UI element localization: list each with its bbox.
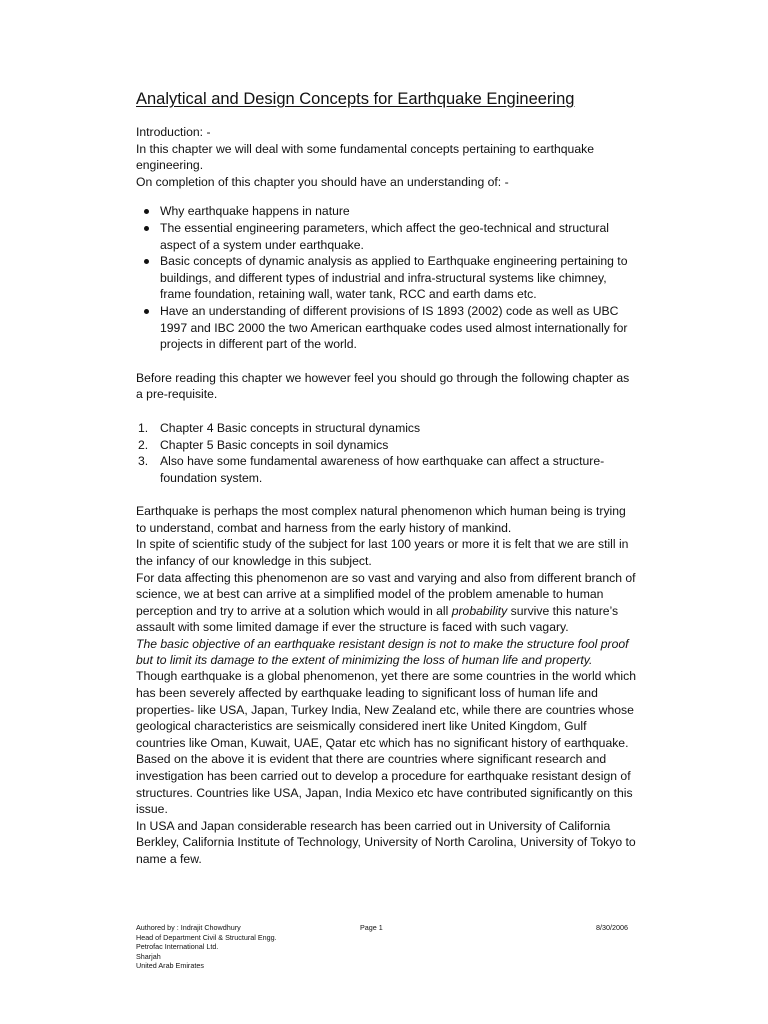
- footer-page-number: Page 1: [360, 923, 383, 932]
- list-number: 2.: [138, 437, 149, 452]
- footer-author-line: Sharjah: [136, 951, 161, 961]
- footer-author-line: Head of Department Civil & Structural Engg.: [136, 932, 277, 942]
- paragraph-3-italic-word: probability: [451, 603, 508, 618]
- list-item: [136, 420, 636, 437]
- footer-author-line: Authored by : Indrajit Chowdhury: [136, 923, 241, 932]
- bullet-icon: [144, 209, 149, 214]
- list-text: Also have some fundamental awareness of how earthquake can affect a structure-foundation system.: [160, 454, 605, 485]
- bullet-text: Why earthquake happens in nature: [160, 204, 350, 219]
- bullet-icon: [144, 259, 149, 264]
- paragraph-4: Though earthquake is a global phenomenon, yet there are some countries in the world which has been severely affected by earthquake leading to significant loss of human life and properties- like USA, Japan, Turkey India, New Zealand etc, while there are countries whose geological characteristics are seismically considered inert like United Kingdom, Gulf countries like Oman, Kuwait, UAE, Qatar etc which has no significant history of earthquake.: [136, 669, 636, 750]
- intro-line-1: In this chapter we will deal with some fundamental concepts pertaining to earthquake engineering.: [136, 141, 594, 173]
- bullet-icon: [144, 309, 149, 314]
- paragraph-1: Earthquake is perhaps the most complex natural phenomenon which human being is trying to understand, combat and harness from the early history of mankind.: [136, 504, 626, 535]
- document-title: Analytical and Design Concepts for Earthquake Engineering: [136, 90, 575, 108]
- footer-author-line: United Arab Emirates: [136, 961, 204, 970]
- list-item: [136, 253, 636, 303]
- paragraph-3-text-b: survive this nature’s assault with some limited damage if ever the structure is faced with such vagary.: [136, 603, 619, 635]
- document-body: [136, 88, 636, 868]
- bullet-text: Have an understanding of different provisions of IS 1893 (2002) code as well as UBC 1997 and IBC 2000 the two American earthquake codes used almost internationally for projects in different part of the world.: [160, 303, 628, 352]
- paragraph-5: Based on the above it is evident that there are countries where significant research and investigation has been carried out to develop a procedure for earthquake resistant design of structures. Countries like USA, Japan, India Mexico etc have contributed significantly on this issue.: [136, 752, 633, 817]
- list-item: [136, 437, 636, 454]
- list-number: 3.: [138, 454, 149, 469]
- objectives-list: [136, 203, 636, 352]
- paragraph-3-text-a: For data affecting this phenomenon are so vast and varying and also from different branch of science, we at best can arrive at a simplified model of the problem amenable to human perception and try to arrive at a solution which would in all: [136, 570, 636, 618]
- list-number: 1.: [138, 420, 149, 435]
- list-item: [136, 220, 636, 253]
- design-objective-statement: The basic objective of an earthquake resistant design is not to make the structure fool proof but to limit its damage to the extent of minimizing the loss of human life and property.: [136, 637, 629, 668]
- paragraph-2: In spite of scientific study of the subject for last 100 years or more it is felt that we are still in the infancy of our knowledge in this subject.: [136, 537, 629, 569]
- bullet-icon: [144, 226, 149, 231]
- prereq-intro: Before reading this chapter we however feel you should go through the following chapter as a pre-requisite.: [136, 370, 630, 402]
- prereq-list: [136, 420, 636, 486]
- list-text: Chapter 4 Basic concepts in structural dynamics: [160, 420, 421, 435]
- paragraph-6: In USA and Japan considerable research has been carried out in University of California Berkley, California Institute of Technology, University of North Carolina, University of Tokyo to name a few.: [136, 818, 636, 866]
- footer-author-line: Petrofac International Ltd.: [136, 942, 219, 951]
- bullet-text: Basic concepts of dynamic analysis as applied to Earthquake engineering pertaining to buildings, and different types of industrial and infra-structural systems like chimney, frame foundation, retaining wall, water tank, RCC and earth dams etc.: [160, 254, 628, 302]
- bullet-text: The essential engineering parameters, which affect the geo-technical and structural aspect of a system under earthquake.: [160, 220, 609, 252]
- intro-line-2: On completion of this chapter you should have an understanding of: -: [136, 174, 509, 189]
- list-item: [136, 303, 636, 353]
- list-item: [136, 453, 636, 486]
- intro-heading: Introduction: -: [136, 125, 211, 139]
- footer-date: 8/30/2006: [596, 923, 628, 932]
- paragraph-3: [136, 570, 636, 636]
- list-text: Chapter 5 Basic concepts in soil dynamics: [160, 437, 389, 452]
- list-item: [136, 203, 636, 220]
- footer-author-block: [136, 923, 336, 971]
